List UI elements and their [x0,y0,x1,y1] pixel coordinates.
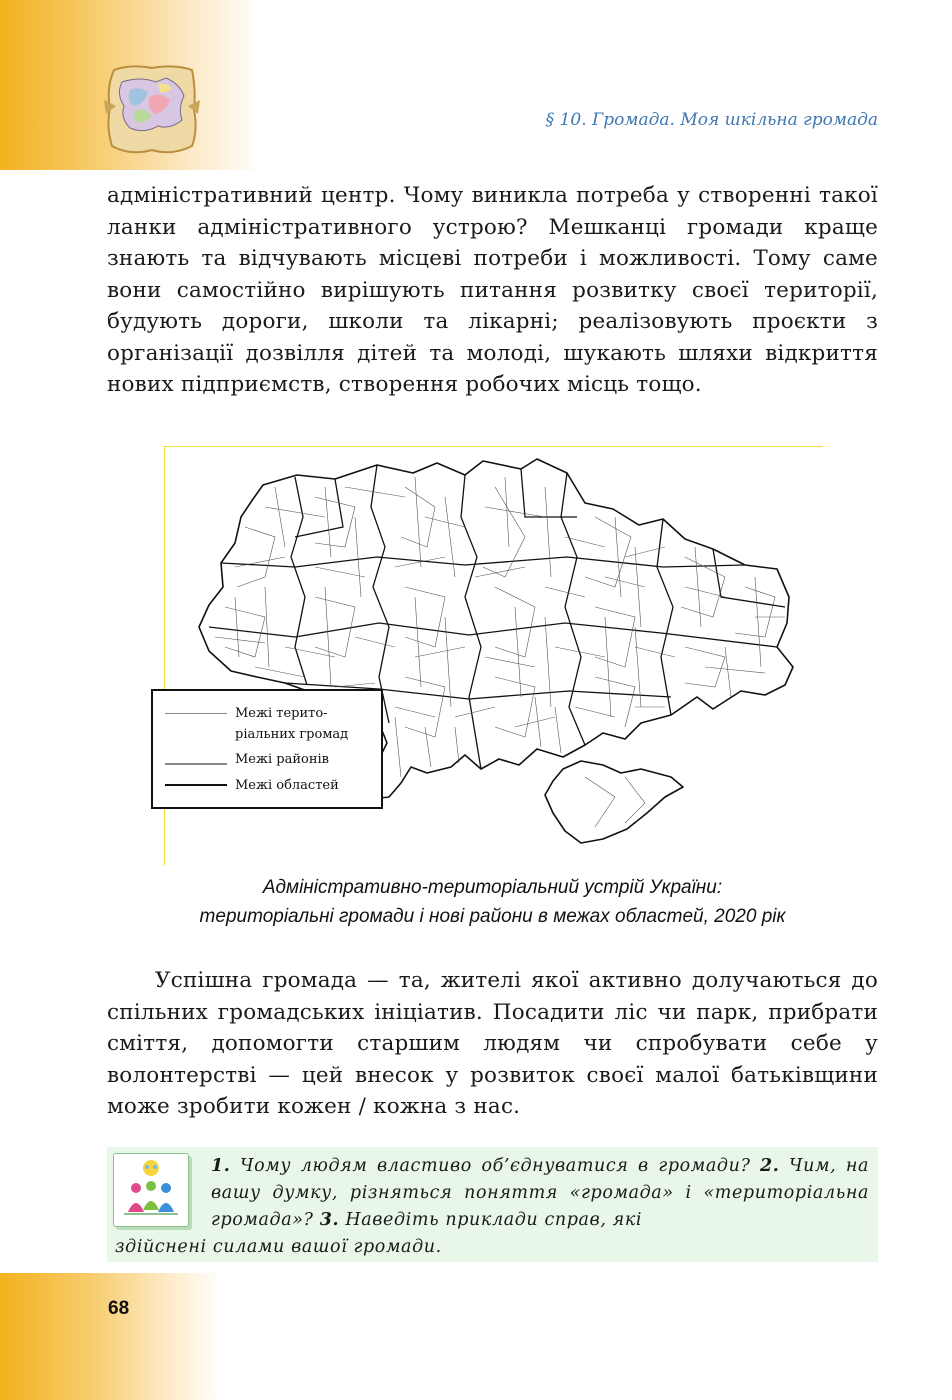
caption-line-2: територіальні громади і нові райони в межах областей, 2020 рік [199,906,786,927]
figure-caption [107,873,878,931]
legend-medium-line [165,763,227,765]
legend-bold-line [165,784,227,786]
question-1-text: Чому людям властиво об’єднуватися в громади? [230,1156,760,1176]
question-3-text-end: здійснені силами вашої громади. [115,1237,442,1257]
running-header-title: § 10. Громада. Моя шкільна громада [545,110,878,130]
group-discussion-icon [113,1153,189,1227]
map-legend [151,689,383,809]
body-paragraph-2: Успішна громада — та, жителі якої активно долучаються до спільних громадських ініціатив. Посадити ліс чи парк, прибрати сміття, допомогти старшим людям чи спробувати себе у волонтерстві — цей внесок у розвиток своєї малої батьківщини може зробити кожен / кожна з нас. [107,968,878,1119]
page-number: 68 [108,1298,130,1319]
legend-oblasts-label: Межі областей [235,778,339,793]
questions-box [107,1147,878,1262]
bottom-corner-decoration [0,1273,220,1400]
legend-communities-label-2: ріальних громад [235,727,349,742]
body-paragraph-1: адміністративний центр. Чому виникла потреба у створенні такої ланки адміністративного устрою? Мешканці громади краще знають та відчувають місцеві потреби і можливості. Тому саме вони самостійно вирішують питання розвитку своєї території, будують дороги, школи та лікарні; реалізовують проєкти з організації дозвілля дітей та молоді, шукають шляхи відкриття нових підприємств, створення робочих місць тощо. [107,183,878,397]
legend-communities-label-1: Межі терито- [235,706,328,721]
legend-districts-label: Межі районів [235,752,329,767]
question-1-number: 1. [211,1156,231,1176]
crimea-outline [545,761,683,843]
questions-text [115,1153,869,1261]
map-figure [164,446,823,865]
legend-thin-line [165,713,227,714]
question-2-text: Чим, на вашу думку, різняться поняття «громада» і «територіальна громада»? [211,1156,869,1230]
section-emblem-icon [100,60,204,160]
caption-line-1: Адміністративно-територіальний устрій України: [262,877,723,898]
question-3-number: 3. [319,1210,340,1230]
question-3-text: Наведіть приклади справ, які [339,1210,643,1230]
question-2-number: 2. [759,1156,780,1176]
